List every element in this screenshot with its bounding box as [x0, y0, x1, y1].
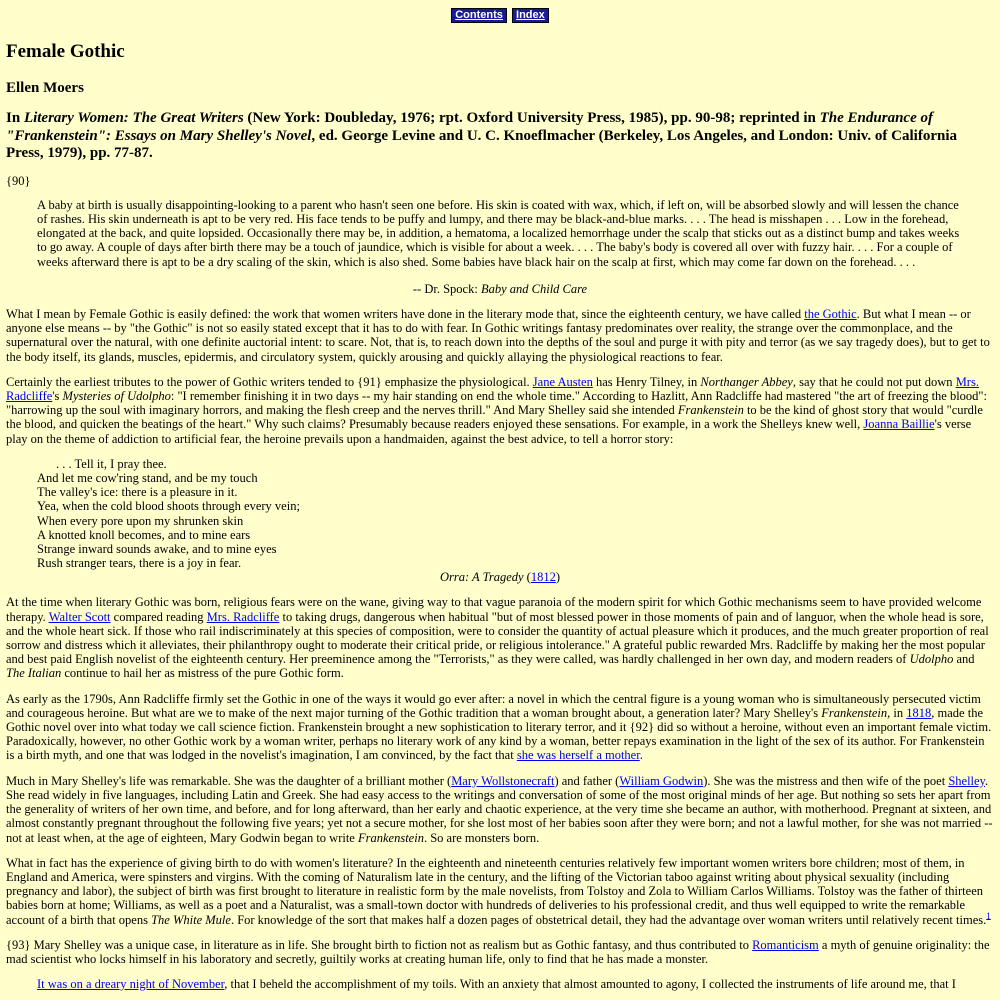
link-shelley[interactable]: Shelley — [948, 773, 985, 788]
poem-line: When every pore upon my shrunken skin — [37, 513, 244, 528]
paragraph-2 — [6, 375, 994, 446]
p2-text-e: : "I remember finishing it in two days -- my hair standing on end the whole time." According to Hazlitt, Ann Radcliffe had mastered "the art of freezing the blood": "harrowing up the soul with imaginary horrors, and making the flesh creep and the nerves thrill." And Mary Shelley said she intended — [6, 388, 988, 418]
p1-text-a: What I mean by Female Gothic is easily defined: the work that women writers have done in the literary mode that, since the eighteenth century, we have called — [6, 306, 805, 321]
p5-text-e: . So are monsters born. — [423, 830, 540, 845]
page-title: Female Gothic — [6, 41, 125, 62]
p2-text-d: 's — [52, 388, 63, 403]
p8-text-a: , that I beheld the accomplishment of my toils. With an anxiety that almost amounted to agony, I collected the instruments of life around me, that I — [224, 977, 956, 992]
paragraph-7 — [6, 938, 994, 966]
p4-text-a: As early as the 1790s, Ann Radcliffe firmly set the Gothic in one of the ways it would go ever after: a novel in which the central figure is a young woman who is simultaneously persecuted victim and courageous heroine. But what are we to make of the next major turning of the Gothic tradition that a woman brought about, a generation later? Mary Shelley's — [6, 691, 981, 720]
p5-text-d: . She read widely in five languages, including Latin and Greek. She had easy access to the writings and conversation of some of the most original minds of her age. But nothing so sets her apart from the generality of writers of her own time, and before, and for long afterward, than her early and chaotic experience, at the very time she became an author, with motherhood. Pregnant at sixteen, and almost constantly pregnant throughout the following five years; yet not a secure mother, for she lost most of her babies soon after they were born; and not a lawful mother, for she was not married -- not at least when, at the age of eighteen, Mary Godwin began to write — [6, 773, 993, 845]
poem-source — [6, 570, 994, 584]
p2-text-g: 's verse play on the theme of addiction to artificial fear, the heroine prevails upon a handmaiden, against the best advice, to tell a horror story: — [6, 417, 972, 446]
p2-text-c: , say that he could not put down — [792, 374, 956, 389]
poem-source-open: ( — [523, 570, 531, 585]
citation-book1: Literary Women: The Great Writers — [23, 110, 244, 126]
contents-button[interactable]: Contents — [451, 8, 507, 23]
link-1812[interactable]: 1812 — [530, 570, 556, 585]
poem-line: A knotted knoll becomes, and to mine ears — [37, 527, 251, 542]
paragraph-4 — [6, 692, 994, 763]
quote-frankenstein — [6, 977, 994, 991]
p3-text-e: continue to hail her as mistress of the pure Gothic form. — [61, 666, 344, 681]
link-william-godwin[interactable]: William Godwin — [619, 773, 704, 788]
author-name: Ellen Moers — [6, 80, 84, 96]
link-dreary-night[interactable]: It was on a dreary night of November — [37, 977, 225, 992]
link-mary-wollstonecraft[interactable]: Mary Wollstonecraft — [451, 773, 555, 788]
p4-text-d: . — [639, 748, 643, 763]
p6-mule: The White Mule — [151, 912, 231, 927]
poem-line: . . . Tell it, I pray thee. — [56, 456, 167, 471]
p5-text-b: ) and father ( — [554, 773, 620, 788]
article — [0, 41, 1000, 991]
p7-text-b: a myth of genuine originality: the mad scientist who locks himself in his laboratory and secretly, guiltily works at creating human life, only to find that he has made a monster. — [6, 937, 990, 966]
top-nav — [0, 0, 1000, 24]
p2-abbey: Northanger Abbey — [700, 374, 793, 389]
link-she-was-herself-a-mother[interactable]: she was herself a mother — [516, 748, 640, 763]
poem-line: Yea, when the cold blood shoots through every vein; — [37, 499, 300, 514]
p3-udolpho: Udolpho — [909, 652, 954, 667]
citation-pub2: , ed. George Levine and U. C. Knoeflmacher (Berkeley, Los Angeles, and London: Univ. of California Press, 1979), pp. 77-87. — [6, 127, 957, 161]
index-button[interactable]: Index — [512, 8, 549, 23]
link-mrs-radcliffe-2[interactable]: Mrs. Radcliffe — [206, 609, 280, 624]
p7-text-a: {93} Mary Shelley was a unique case, in literature as in life. She brought birth to fiction not as realism but as Gothic fantasy, and thus contributed to — [6, 937, 753, 952]
p3-text-c: to taking drugs, dangerous when habitual "but of most blessed power in those moments of pain and of languor, when the whole head is sore, and the whole heart sick. If those who rail indiscriminately at this species of composition, were to consider the quantity of actual pleasure which it produces, and the much greater proportion of real sorrow and distress which it alleviates, their philanthropy ought to moderate their critical pride, or religious intolerance." A grateful public rewarded Mrs. Radcliffe by making her the most popular and best paid English novelist of the eighteenth century. Her preeminence among the "Terrorists," as they were called, was hardly challenged in her own day, and modern readers of — [6, 609, 989, 667]
epigraph: A baby at birth is usually disappointing-looking to a parent who hasn't seen one before. His skin is coated with wax, which, if left on, will be absorbed slowly and will lessen the chance of rashes. His skin underneath is apt to be very red. His face tends to be puffy and lumpy, and there may be black-and-blue marks. . . . The head is misshapen . . . Low in the forehead, elongated at the back, and quite lopsided. Occasionally there may be, in addition, a hematoma, a localized hemorrhage under the scalp that sticks out as a distinct bump and takes weeks to go away. A couple of days after birth there may be a touch of jaundice, which is visible for about a week. . . . The baby's body is covered all over with fuzzy hair. . . . For a couple of weeks afterward there is apt to be a dry scaling of the skin, which is also shed. Some babies have black hair on the scalp at first, which may come far down on the forehead. . . . — [37, 197, 960, 269]
link-the-gothic[interactable]: the Gothic — [804, 306, 857, 321]
paragraph-6 — [6, 856, 994, 927]
p3-text-b: compared reading — [110, 609, 207, 624]
link-walter-scott[interactable]: Walter Scott — [48, 609, 111, 624]
p6-text-a: What in fact has the experience of giving birth to do with women's literature? In the eighteenth and nineteenth centuries relatively few important women writers bore children; most of them, in England and America, were spinsters and virgins. With the coming of Naturalism late in the century, and the lifting of the Victorian taboo against writing about physical sexuality (including pregnancy and labor), the subject of birth was first brought to literature in realistic form by the male novelists, from Tolstoy and Zola to William Carlos Williams. Tolstoy was the father of thirteen babies born at home; Williams, as well as a poet and a Naturalist, was a small-town doctor with hundreds of deliveries to his professional credit, and thus well equipped to write the remarkable account of a birth that opens — [6, 855, 983, 927]
p5-frank: Frankenstein — [357, 830, 424, 845]
paragraph-3 — [6, 595, 994, 680]
p2-udolpho: Mysteries of Udolpho — [62, 388, 171, 403]
link-mrs-radcliffe[interactable]: Mrs. Radcliffe — [6, 374, 979, 403]
poem-line: And let me cow'ring stand, and be my touch — [37, 470, 258, 485]
poem-line: Rush stranger tears, there is a joy in fear. — [37, 556, 242, 571]
p4-text-b: , in — [887, 705, 907, 720]
citation — [6, 110, 994, 163]
paragraph-5 — [6, 774, 994, 845]
link-jane-austen[interactable]: Jane Austen — [532, 374, 593, 389]
p2-frank: Frankenstein — [677, 403, 744, 418]
p3-text-a: At the time when literary Gothic was born, religious fears were on the wane, giving way to that vague paranoia of the modern spirit for which Gothic mechanisms seem to have provided welcome therapy. — [6, 595, 982, 624]
p5-text-a: Much in Mary Shelley's life was remarkable. She was the daughter of a brilliant mother ( — [6, 773, 452, 788]
p6-text-b: . For knowledge of the sort that makes half a dozen pages of obstetrical detail, they had the advantage over woman writers until relatively recent times. — [230, 912, 987, 927]
citation-book2: The Endurance of "Frankenstein": Essays on Mary Shelley's Novel — [6, 110, 933, 144]
p2-text-f: to be the kind of ghost story that would "curdle the blood, and quicken the beatings of the heart." Why such claims? Presumably because readers enjoyed these sensations. For example, in a work the Shelleys knew well, — [6, 403, 983, 432]
p4-frank: Frankenstein — [821, 705, 888, 720]
citation-in: In — [6, 110, 24, 126]
paragraph-1 — [6, 307, 994, 364]
poem-source-close: ) — [555, 570, 561, 585]
p1-text-b: . But what I mean -- or anyone else means -- by "the Gothic" is not so easily stated except that it has to do with fear. In Gothic writings fantasy predominates over reality, the strange over the commonplace, and the supernatural over the natural, with one definite auctorial intent: to scare. Not, that is, to reach down into the depths of the soul and purge it with pity and terror (as we say tragedy does), but to get to the body itself, its glands, muscles, epidermis, and circulatory system, quickly arousing and quickly allaying the physiological reactions to fear. — [6, 306, 990, 364]
p2-text-b: has Henry Tilney, in — [592, 374, 701, 389]
p5-text-c: ). She was the mistress and then wife of the poet — [703, 773, 949, 788]
link-joanna-baillie[interactable]: Joanna Baillie — [863, 417, 935, 432]
link-romanticism[interactable]: Romanticism — [752, 937, 819, 952]
epigraph-attr-title: Baby and Child Care — [480, 281, 588, 296]
p3-italian: The Italian — [6, 666, 62, 681]
link-1818[interactable]: 1818 — [906, 705, 932, 720]
page-marker: {90} — [6, 173, 31, 188]
citation-pub1: (New York: Doubleday, 1976; rpt. Oxford University Press, 1985), pp. 90-98; reprinted in — [243, 110, 820, 126]
footnote-link-1[interactable]: 1 — [986, 910, 991, 921]
poem-line: Strange inward sounds awake, and to mine eyes — [37, 541, 277, 556]
poem-line: The valley's ice: there is a pleasure in it. — [37, 485, 238, 500]
poem-source-title: Orra: A Tragedy — [439, 570, 524, 585]
p4-text-c: , made the Gothic novel over into what today we call science fiction. Frankenstein brought a new sophistication to literary terror, and it {92} did so without a heroine, without even an important female victim. Paradoxically, however, no other Gothic work by a woman writer, perhaps no literary work of any kind by a woman, better repays examination in the light of the sex of its author. For Frankenstein is a birth myth, and one that was lodged in the novelist's imagination, I am convinced, by the fact that — [6, 705, 992, 763]
epigraph-attr-prefix: -- Dr. Spock: — [412, 281, 481, 296]
p2-text-a: Certainly the earliest tributes to the power of Gothic writers tended to {91} emphasize the physiological. — [6, 374, 533, 389]
p3-text-d: and — [953, 652, 975, 667]
epigraph-attribution — [6, 282, 994, 296]
poem — [37, 457, 994, 571]
